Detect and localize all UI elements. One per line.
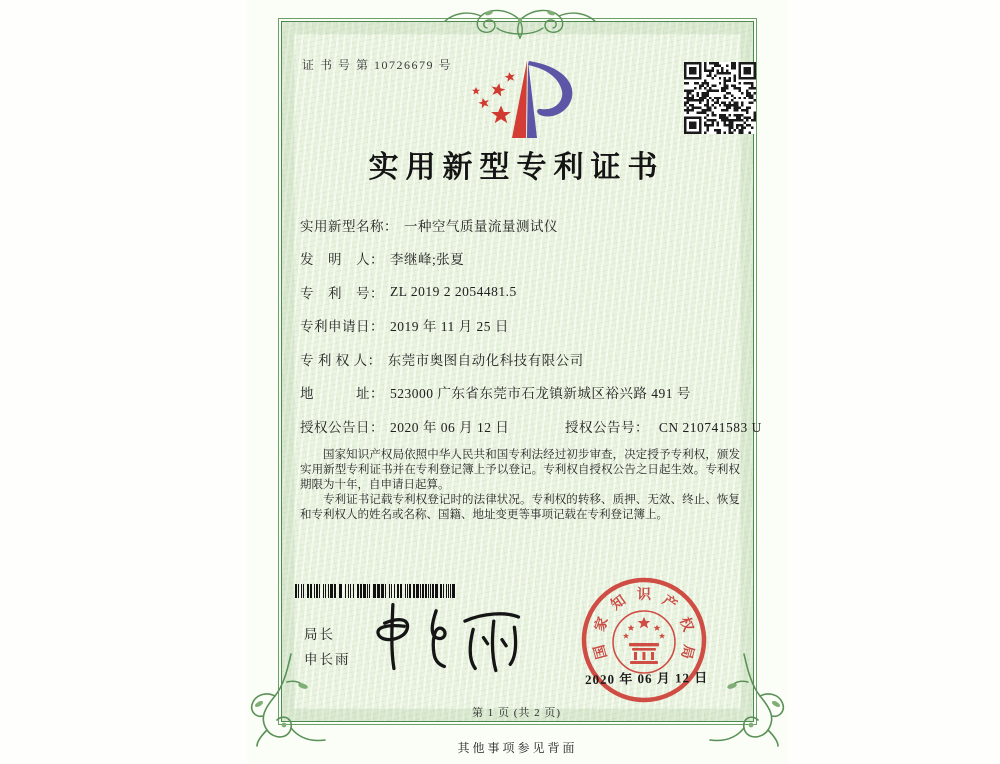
seal-character: 权 [676, 615, 696, 634]
field-value: 2019 年 11 月 25 日 [390, 319, 509, 335]
certificate-title: 实用新型专利证书 [368, 151, 665, 184]
field-row-inventor [300, 242, 752, 276]
certificate-paper [247, 0, 788, 764]
field-label: 授权公告号： [565, 419, 649, 435]
top-ornament [437, 2, 603, 46]
director-block [304, 622, 351, 672]
field-row-patent-no [300, 275, 752, 309]
legal-text [300, 448, 740, 523]
field-value: CN 210741583 U [658, 419, 762, 435]
certificate-number: 证 书 号 第 10726679 号 [302, 58, 453, 72]
field-row-grant [300, 409, 762, 443]
field-row-address [300, 376, 752, 410]
qr-code [684, 62, 756, 134]
field-label: 专利申请日： [300, 319, 384, 335]
director-name: 申长雨 [304, 652, 351, 667]
field-value: 2020 年 06 月 12 日 [390, 419, 510, 435]
field-row-filing-date [300, 309, 752, 343]
seal-character: 局 [677, 642, 697, 661]
field-value: 李继峰;张夏 [390, 252, 465, 268]
legal-paragraph-2: 专利证书记载专利权登记时的法律状况。专利权的转移、质押、无效、终止、恢复和专利权人的姓名或名称、国籍、地址变更等事项记载在专利登记簿上。 [300, 494, 740, 521]
grant-number-pair [565, 416, 762, 436]
field-row-utility-model-name [300, 208, 752, 242]
footer-note: 其他事项参见背面 [457, 741, 578, 755]
director-signature [362, 596, 537, 674]
field-value: 一种空气质量流量测试仪 [404, 218, 558, 234]
legal-paragraph-1: 国家知识产权局依照中华人民共和国专利法经过初步审查，决定授予专利权，颁发实用新型专利证书并在专利登记簿上予以登记。专利权自授权公告之日起生效。专利权期限为十年，自申请日起算。 [300, 449, 740, 491]
seal-character: 产 [659, 593, 680, 614]
field-list [300, 208, 762, 443]
field-value: ZL 2019 2 2054481.5 [390, 283, 517, 299]
page-indicator: 第 1 页 (共 2 页) [471, 707, 562, 719]
field-label: 发 明 人： [300, 252, 384, 268]
seal-character: 知 [608, 593, 629, 614]
field-label: 专 利 权 人： [300, 352, 382, 368]
seal-date: 2020 年 06 月 12 日 [584, 669, 709, 688]
seal-character: 国 [591, 642, 611, 661]
field-value: 523000 广东省东莞市石龙镇新城区裕兴路 491 号 [390, 386, 691, 402]
field-label: 专 利 号： [300, 285, 384, 301]
field-label: 地 址： [300, 386, 384, 402]
cnipa-logo [467, 58, 583, 144]
director-title: 局长 [304, 627, 335, 642]
corner-flourish-bottom-right [700, 652, 788, 747]
seal-character: 识 [637, 588, 651, 603]
field-label: 授权公告日： [300, 419, 384, 435]
field-row-patentee [300, 342, 752, 376]
field-value: 东莞市奥图自动化科技有限公司 [387, 352, 584, 368]
seal-character: 家 [592, 615, 612, 634]
field-label: 实用新型名称： [300, 218, 398, 234]
